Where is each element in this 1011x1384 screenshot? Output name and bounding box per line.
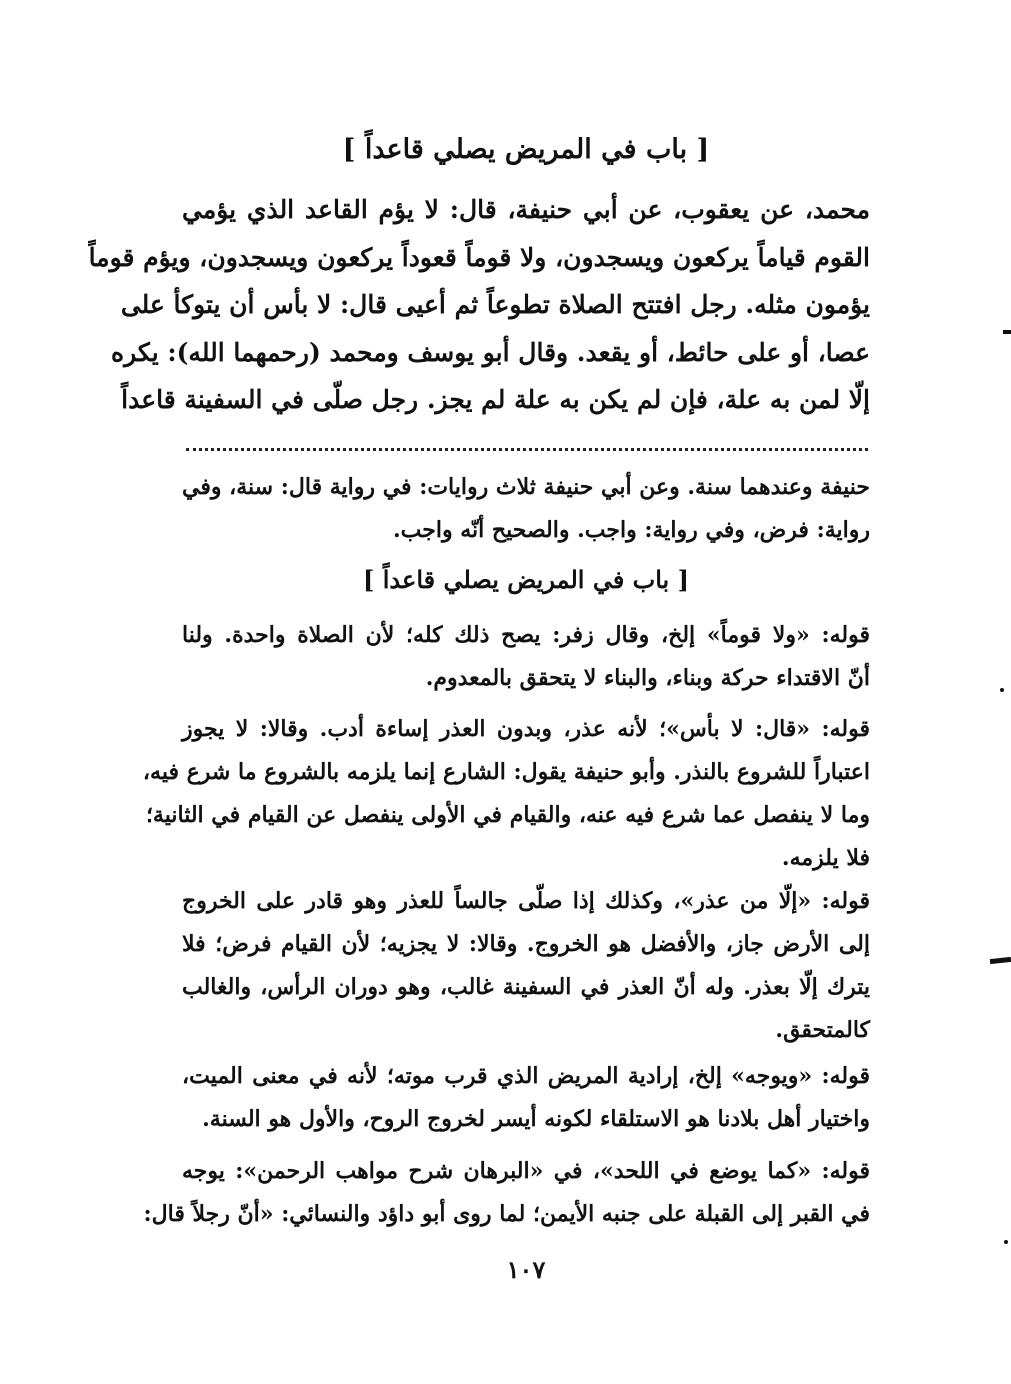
scan-mark <box>1003 330 1011 334</box>
commentary-line: واختيار أهل بلادنا هو الاستلقاء لكونه أيسر لخروج الروح، والأول هو السنة. <box>202 1106 870 1132</box>
main-text-line: محمد، عن يعقوب، عن أبي حنيفة، قال: لا يؤم القاعد الذي يؤمي <box>182 195 870 224</box>
commentary-line: أنّ الاقتداء حركة وبناء، والبناء لا يتحقق بالمعدوم. <box>425 665 870 691</box>
commentary-top <box>182 466 870 552</box>
dotted-separator <box>186 438 868 451</box>
commentary-paragraph <box>182 880 870 1052</box>
commentary-line: كالمتحقق. <box>775 1017 870 1043</box>
commentary-line: في القبر إلى القبلة على جنبه الأيمن؛ لما روى أبو داؤد والنسائي: «أنّ رجلاً قال: <box>143 1201 870 1227</box>
commentary-line: يترك إلّا بعذر. وله أنّ العذر في السفينة غالب، وهو دوران الرأس، والغالب <box>182 974 870 1000</box>
commentary-paragraph <box>182 1055 870 1141</box>
commentary-paragraph <box>142 708 870 880</box>
main-text-line: القوم قياماً يركعون ويسجدون، ولا قوماً قعوداً يركعون ويسجدون، ويؤم قوماً <box>88 242 870 272</box>
commentary-line: رواية: فرض، وفي رواية: واجب. والصحيح أنّه واجب. <box>392 517 870 543</box>
commentary-line: إلى الأرض جاز، والأفضل هو الخروج. وقالا: لا يجزيه؛ لأن القيام فرض؛ فلا <box>182 931 870 957</box>
main-text-line: عصا، أو على حائط، أو يقعد. وقال أبو يوسف ومحمد (رحمهما الله): يكره <box>111 337 870 367</box>
commentary-line: قوله: «قال: لا بأس»؛ لأنه عذر، وبدون العذر إساءة أدب. وقالا: لا يجوز <box>182 716 870 742</box>
main-text <box>88 186 870 424</box>
commentary-paragraph <box>143 1150 870 1236</box>
commentary-line: وما لا ينفصل عما شرع فيه عنه، والقيام في الأولى ينفصل عن القيام في الثانية؛ <box>145 802 870 828</box>
main-text-line: يؤمون مثله. رجل افتتح الصلاة تطوعاً ثم أعيى قال: لا بأس أن يتوكأ على <box>120 290 870 319</box>
commentary-line: قوله: «كما يوضع في اللحد»، في «البرهان شرح مواهب الرحمن»: يوجه <box>182 1158 870 1184</box>
page-number: ١٠٧ <box>506 1255 546 1284</box>
commentary-line: فلا يلزمه. <box>781 845 870 871</box>
commentary-line: اعتباراً للشروع بالنذر. وأبو حنيفة يقول: الشارع إنما يلزمه بالشروع ما شرع فيه، <box>142 759 870 785</box>
chapter-title: [ باب في المريض يصلي قاعداً ] <box>342 134 710 165</box>
scan-mark <box>990 957 1011 964</box>
commentary-line: قوله: «ويوجه» إلخ، إرادية المريض الذي قرب موته؛ لأنه في معنى الميت، <box>182 1063 870 1089</box>
commentary-line: قوله: «ولا قوماً» إلخ، وقال زفر: يصح ذلك كله؛ لأن الصلاة واحدة. ولنا <box>182 622 870 648</box>
commentary-line: حنيفة وعندهما سنة. وعن أبي حنيفة ثلاث روايات: في رواية قال: سنة، وفي <box>182 474 870 500</box>
commentary-paragraph <box>182 614 870 700</box>
commentary-chapter-title: [ باب في المريض يصلي قاعداً ] <box>363 565 689 594</box>
scan-mark <box>1004 1240 1008 1244</box>
commentary-line: قوله: «إلّا من عذر»، وكذلك إذا صلّى جالساً للعذر وهو قادر على الخروج <box>182 888 870 914</box>
scan-mark <box>1000 688 1004 692</box>
main-text-line: إلّا لمن به علة، فإن لم يكن به علة لم يجز. رجل صلّى في السفينة قاعداً <box>121 385 870 414</box>
